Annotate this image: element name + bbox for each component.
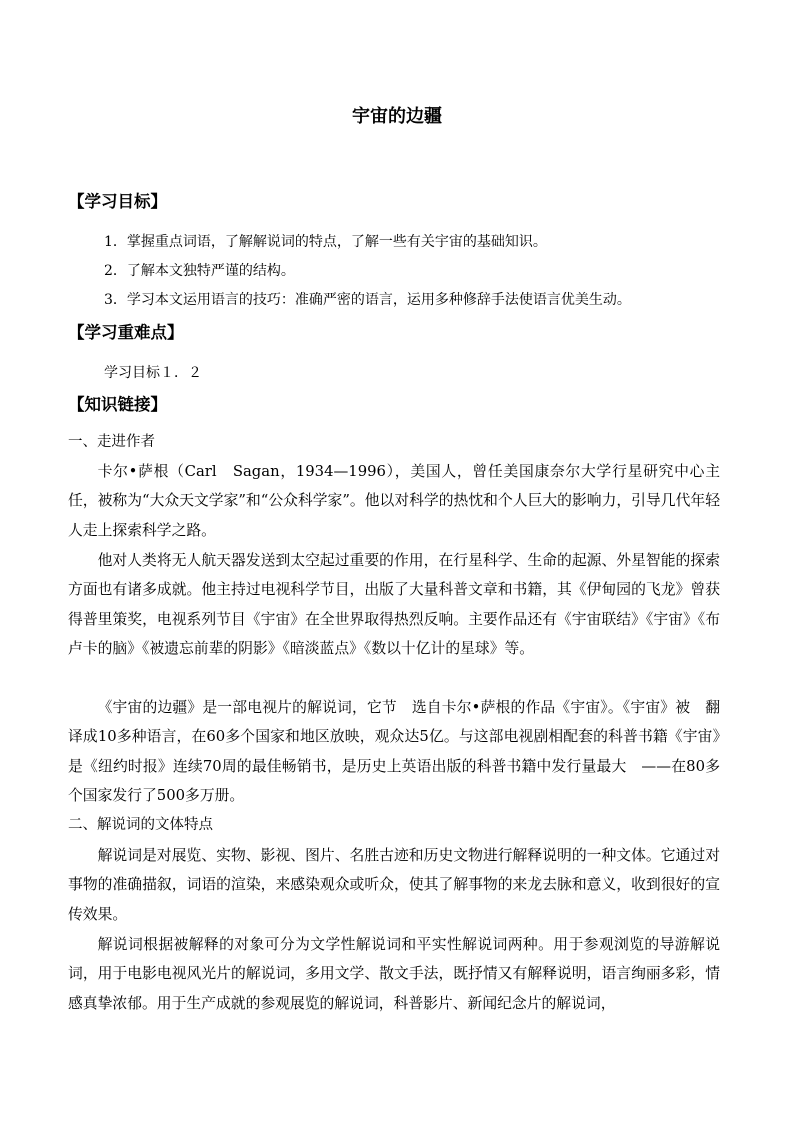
author-intro-heading: 一、走进作者 [68, 434, 155, 450]
author-paragraph-3: 《宇宙的边疆》是一部电视片的解说词，它节 选自卡尔•萨根的作品《宇宙》。《宇宙》被 翻译成10多种语言，在60多个国家和地区放映，观众达5亿。与这部电视剧相配套的科普书籍《宇宙》是《纽约时报》连续70周的最佳畅销书，是历史上英语出版的科普书籍中发行量最大 ——在80多个国家发行了500多万册。 [68, 699, 720, 804]
knowledge-heading: 【知识链接】 [68, 395, 167, 414]
author-paragraph-1: 卡尔•萨根（Carl Sagan，1934—1996），美国人，曾任美国康奈尔大学行星研究中心主任，被称为“大众天文学家”和“公众科学家”。他以对科学的热忱和个人巨大的影响力，引导几代年轻人走上探索科学之路。 [68, 463, 720, 539]
objective-item-3: 3．学习本文运用语言的技巧：准确严密的语言，运用多种修辞手法使语言优美生动。 [104, 292, 631, 308]
objective-item-2: 2．了解本文独特严谨的结构。 [104, 263, 295, 279]
author-paragraph-2: 他对人类将无人航天器发送到太空起过重要的作用，在行星科学、生命的起源、外星智能的探索方面也有诸多成就。他主持过电视科学节目，出版了大量科普文章和书籍，其《伊甸园的飞龙》曾获得普里策奖，电视系列节目《宇宙》在全世界取得热烈反响。主要作品还有《宇宙联结》《宇宙》《布卢卡的脑》《被遗忘前辈的阴影》《暗淡蓝点》《数以十亿计的星球》等。 [68, 552, 720, 657]
genre-paragraph-1: 解说词是对展览、实物、影视、图片、名胜古迹和历史文物进行解释说明的一种文体。它通过对事物的准确描叙，词语的渲染，来感染观众或听众，使其了解事物的来龙去脉和意义，收到很好的宣传效果。 [68, 847, 720, 923]
objectives-heading: 【学习目标】 [68, 192, 167, 211]
key-points-text: 学习目标１．２ [104, 365, 202, 381]
key-points-heading: 【学习重难点】 [68, 323, 184, 342]
genre-paragraph-2: 解说词根据被解释的对象可分为文学性解说词和平实性解说词两种。用于参观浏览的导游解说词，用于电影电视风光片的解说词，多用文学、散文手法，既抒情又有解释说明，语言绚丽多彩，情感真挚浓郁。用于生产成就的参观展览的解说词，科普影片、新闻纪念片的解说词， [68, 936, 720, 1012]
document-title: 宇宙的边疆 [352, 106, 442, 127]
genre-heading: 二、解说词的文体特点 [68, 817, 213, 833]
objective-item-1: 1．掌握重点词语，了解解说词的特点，了解一些有关宇宙的基础知识。 [104, 234, 547, 250]
